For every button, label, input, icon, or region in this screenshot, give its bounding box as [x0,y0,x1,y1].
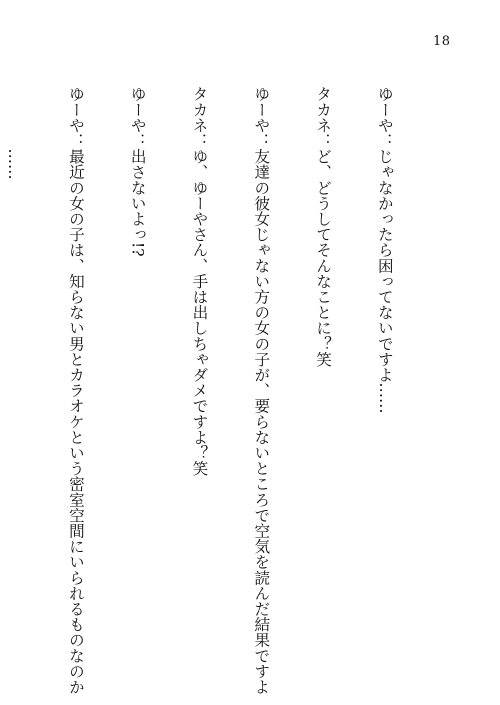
vertical-text-body [0,86,436,695]
text-line: ゆーや：じゃなかったら困ってないですよ…… [375,86,394,414]
text-line: ゆーや：出さないよっ!? [128,86,147,257]
text-line: ゆーや：最近の女の子は、知らない男とカラオケという密室空間にいられるものなのか [66,86,85,695]
text-line: …… [5,86,24,180]
page-number: 18 [433,34,451,49]
text-line: ゆーや：友達の彼女じゃない方の女の子が、要らないところで空気を読んだ結果ですよ [252,86,271,695]
text-line: タカネ：ど、どうしてそんなことに？笑 [314,86,333,367]
text-line: タカネ：ゆ、ゆーやさん、手は出しちゃダメですよ？笑 [190,86,209,476]
